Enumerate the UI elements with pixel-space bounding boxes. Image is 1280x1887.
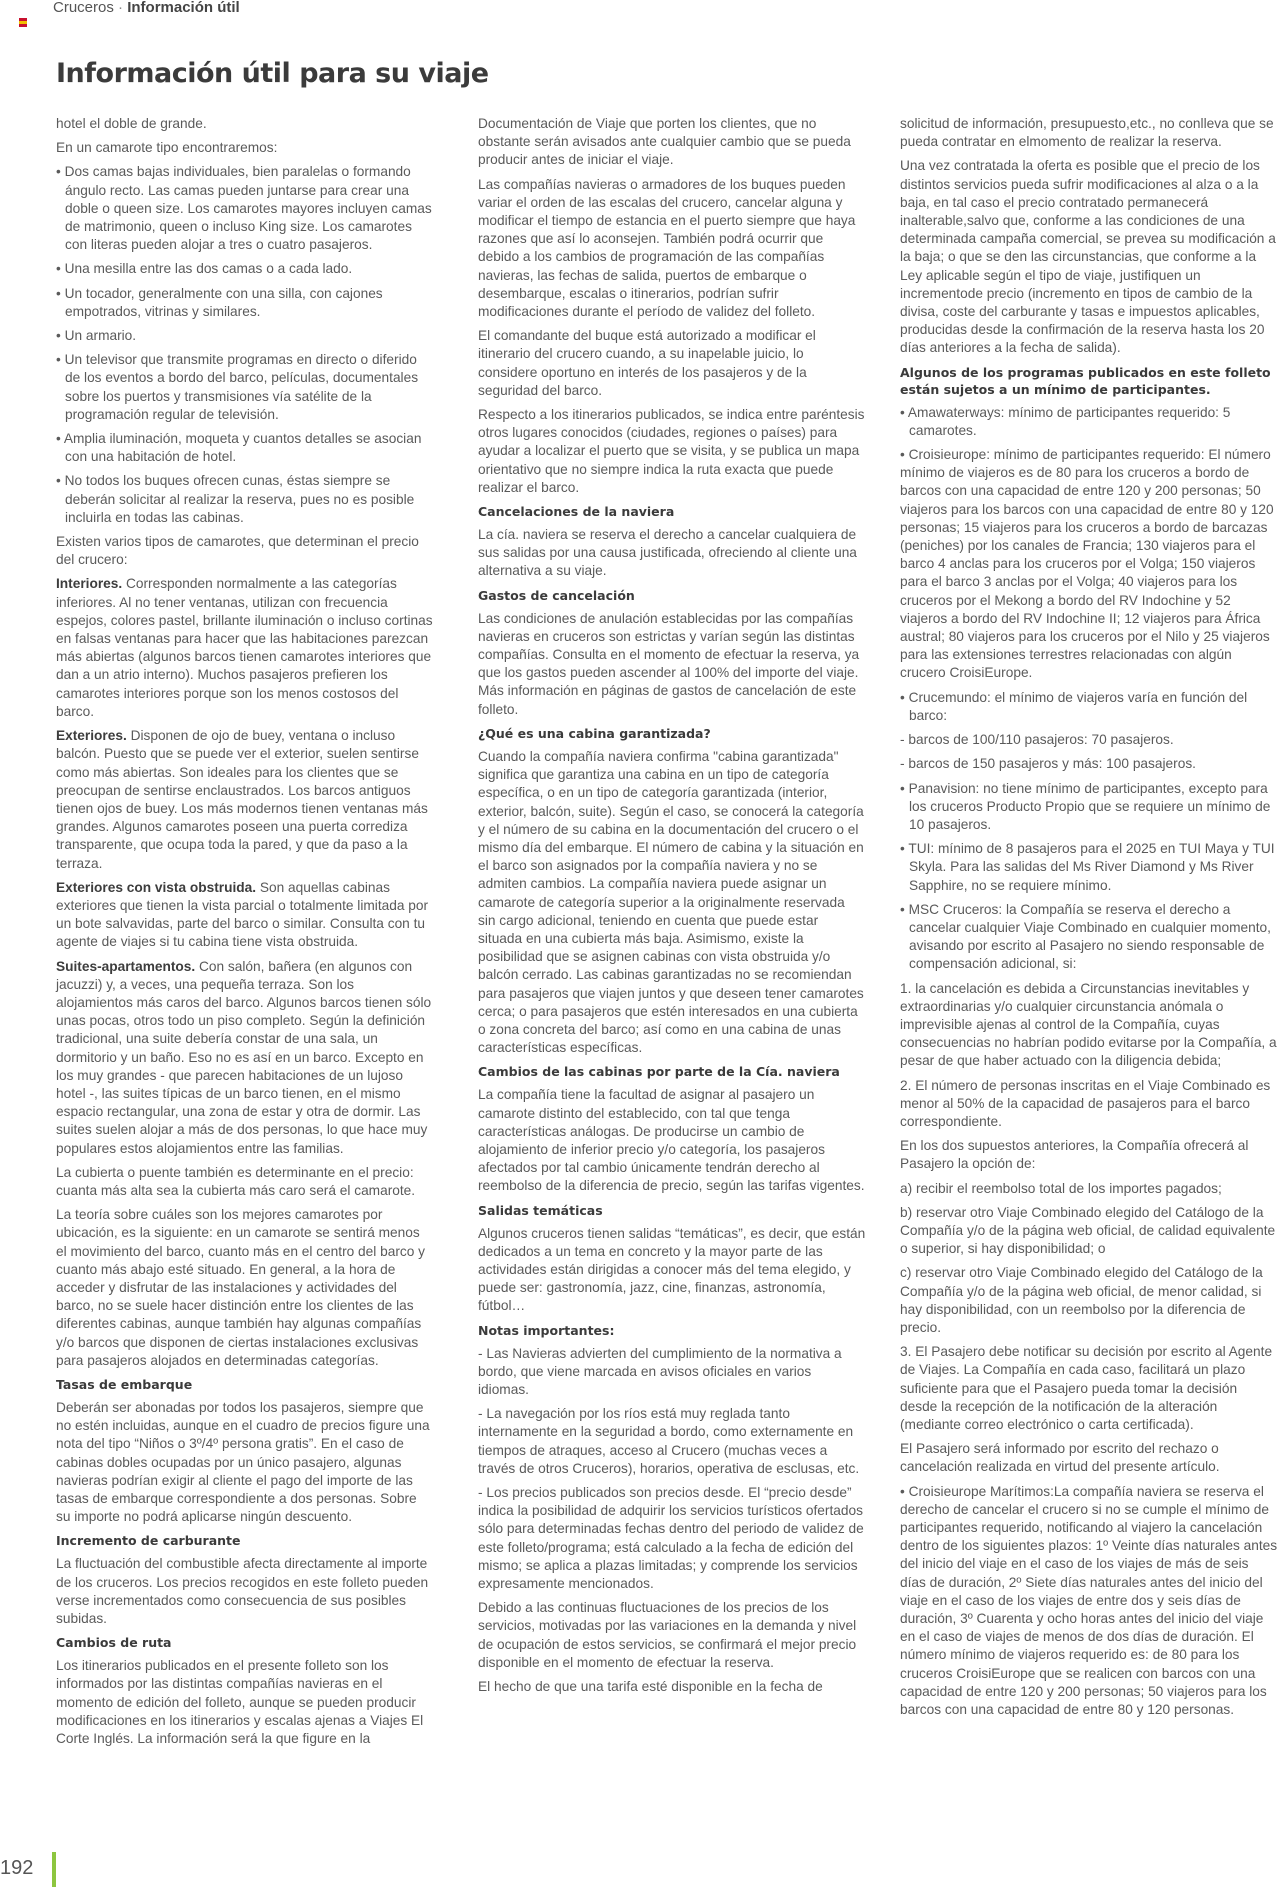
paragraph: En los dos supuestos anteriores, la Compañía ofrecerá al Pasajero la opción de:	[900, 1138, 1249, 1172]
bullet-item: • Croisieurope Marítimos:La compañía naviera se reserva el derecho de cancelar el crucero si no se cumple el mínimo de participantes requerido, notificando al viajero la cancelación dentro de los siguientes plazos: 1º Veinte días naturales antes del inicio del viaje en el caso de los viajes de más de seis días de duración, 2º Siete días naturales antes del inicio del viaje en el caso de los viajes de entre dos y seis días de duración, 3º Cuarenta y ocho horas antes del inicio del viaje en el caso de viajes de menos de dos días de duración. El número mínimo de viajeros requerido es: de 80 para los cruceros CroisiEurope que se realicen con barcos con una capacidad de entre 120 y 200 personas; 50 viajeros para los barcos con una capacidad de entre 80 y 120 personas.	[900, 1483, 1278, 1718]
note-item: - La navegación por los ríos está muy reglada tanto internamente en la seguridad a bordo, como externamente en tiempos de atraques, acceso al Crucero (muchas veces a través de otros Cruceros), horarios, operativa de esclusas, etc.	[478, 1406, 860, 1476]
paragraph: Algunos cruceros tienen salidas “temáticas”, es decir, que están dedicados a un tema en concreto y la mayor parte de las actividades están dirigidas a conocer más del tema elegido, y puede ser: gastronomía, jazz, cine, finanzas, astronomía, fútbol…	[478, 1225, 866, 1314]
column-3	[900, 115, 1278, 1725]
paragraph: El Pasajero será informado por escrito del rechazo o cancelación realizada en virtud del presente artículo.	[900, 1441, 1220, 1475]
paragraph: La cubierta o puente también es determinante en el precio: cuanta más alta sea la cubierta más caro será el camarote.	[56, 1164, 416, 1198]
cabin-type-text: Con salón, bañera (en algunos con jacuzzi) y, a veces, una pequeña terraza. Son los alojamientos más caros del barco. Algunos barcos tienen sólo unas pocas, otros todo un piso completo. Según la definición tradicional, una suite debería constar de una sala, un dormitorio y un baño. Eso no es así en un barco. Excepto en los muy grandes - que parecen habitaciones de un lujoso hotel -, las suites típicas de un barco tienen, en el mismo espacio rectangular, una zona de estar y otra de dormir. Las suites suelen alojar a más de dos personas, lo que hace muy populares estos alojamientos entre las familias.	[56, 958, 432, 1156]
paragraph: Una vez contratada la oferta es posible que el precio de los distintos servicios pueda sufrir modificaciones al alza o a la baja, en tal caso el precio contratado permanecerá inalterable,salvo que, conforme a las condiciones de una determinada campaña comercial, se prevea su modificación a la baja; o que se den las circunstancias, que conforme a la Ley aplicable según el tipo de viaje, justifiquen un incrementode precio (incremento en tipos de cambio de la divisa, coste del carburante y tasas e impuestos aplicables, producidas desde la confirmación de la reserva hasta los 20 días anteriores a la fecha de salida).	[900, 158, 1276, 356]
bullet-item: • Amawaterways: mínimo de participantes requerido: 5 camarotes.	[900, 404, 1231, 438]
bullet-item: • Panavision: no tiene mínimo de participantes, excepto para los cruceros Producto Propio que se requiere un mínimo de 10 pasajeros.	[900, 780, 1271, 832]
cabin-type-suites	[56, 958, 434, 1158]
cabin-type-exteriores	[56, 727, 434, 873]
paragraph: Documentación de Viaje que porten los clientes, que no obstante serán avisados ante cualquier cambio que se pueda producir antes de iniciar el viaje.	[478, 116, 851, 168]
section-heading-salidas-tematicas: Salidas temáticas	[478, 1202, 603, 1218]
option-item: b) reservar otro Viaje Combinado elegido del Catálogo de la Compañía y/o de la página web oficial, de calidad equivalente o superior, si hay disponibilidad; o	[900, 1204, 1276, 1257]
option-item: c) reservar otro Viaje Combinado elegido del Catálogo de la Compañía y/o de la página web oficial, de menor calidad, si hay disponibilidad, con un reembolso por la diferencia de precio.	[900, 1265, 1263, 1335]
breadcrumb-current: Información útil	[127, 0, 240, 16]
section-heading-tasas: Tasas de embarque	[56, 1377, 193, 1392]
breadcrumb	[53, 0, 240, 16]
paragraph: La teoría sobre cuáles son los mejores camarotes por ubicación, es la siguiente: en un camarote se sentirá menos el movimiento del barco, cuanto más en el centro del barco y cuanto más abajo esté situado. En general, a la hora de acceder y disfrutar de las instalaciones y actividades del barco, no se suele hacer distinción entre los clientes de las diferentes cabinas, aunque también hay algunas compañías y/o barcos que disponen de ciertas instalaciones exclusivas para pasajeros alojados en determinadas categorías.	[56, 1207, 425, 1368]
paragraph: El hecho de que una tarifa esté disponible en la fecha de	[478, 1679, 823, 1695]
section-heading-cabina-garantizada: ¿Qué es una cabina garantizada?	[478, 725, 711, 741]
bullet-item: • Un tocador, generalmente con una silla, con cajones empotrados, vitrinas y similares.	[56, 285, 383, 319]
cabin-type-text: Son aquellas cabinas exteriores que tienen la vista parcial o totalmente limitada por un bote salvavidas, parte del barco o similar. Consulta con tu agente de viajes si tu cabina tiene vista obstruida.	[56, 879, 429, 950]
section-heading-cancelaciones: Cancelaciones de la naviera	[478, 504, 675, 520]
page-number: 192	[0, 1857, 34, 1879]
column-1	[56, 115, 434, 1754]
numbered-item: 1. la cancelación es debida a Circunstancias inevitables y extraordinarias y/o cualquier circunstancia anómala o imprevisible ajenas al control de la Compañía, cuyas consecuencias no habrían podido evitarse por la Compañía, a pesar de que haber actuado con la diligencia debida;	[900, 980, 1277, 1069]
breadcrumb-separator: ·	[118, 0, 124, 16]
breadcrumb-section[interactable]: Cruceros	[53, 0, 114, 16]
spain-flag-icon	[19, 18, 27, 27]
paragraph: En un camarote tipo encontraremos:	[56, 140, 278, 156]
sub-item: - barcos de 100/110 pasajeros: 70 pasajeros.	[900, 732, 1174, 748]
cabin-type-obstruida	[56, 879, 434, 952]
section-heading-minimo-participantes: Algunos de los programas publicados en este folleto están sujetos a un mínimo de participantes.	[900, 364, 1271, 397]
bullet-item: • Dos camas bajas individuales, bien paralelas o formando ángulo recto. Las camas pueden juntarse para crear una doble o queen size. Los camarotes mayores incluyen camas de matrimonio, queen o incluso King size. Los camarotes con literas pueden alojar a tres o cuatro pasajeros.	[56, 164, 432, 253]
paragraph: Cuando la compañía naviera confirma "cabina garantizada" significa que garantiza una cabina en un tipo de categoría específica, o en un tipo de categoría garantizada (interior, exterior, balcón, suite). Según el caso, se conocerá la categoría y el número de su cabina en la documentación del crucero o el mismo día del embarque. El número de cabina y la situación en el barco son asignados por la compañía naviera y no se admiten cambios. La compañía naviera puede asignar un camarote de categoría superior a la originalmente reservada sin cargo adicional, teniendo en cuenta que puede estar situada en una cubierta más baja. Asimismo, existe la posibilidad que se asignen cabinas con vista obstruida y/o balcón cerrado. Las cabinas garantizadas no se recomiendan para pasajeros que viajen juntos y que deseen tener camarotes cerca; o para pasajeros que estén interesados en una cubierta o zona concreta del barco; así como en una cabina de unas características específicas.	[478, 748, 864, 1056]
option-item: a) recibir el reembolso total de los importes pagados;	[900, 1180, 1222, 1196]
cabin-type-label: Interiores.	[56, 576, 123, 592]
flag-stripe-bottom	[19, 24, 27, 27]
paragraph: La compañía tiene la facultad de asignar al pasajero un camarote distinto del establecido, con tal que tenga características análogas. De producirse un cambio de alojamiento de inferior precio y/o categoría, los pasajeros afectados por tal cambio únicamente tendrán derecho al reembolso de la diferencia de precio, según las tarifas vigentes.	[478, 1087, 865, 1194]
section-heading-gastos: Gastos de cancelación	[478, 587, 635, 603]
paragraph: Las compañías navieras o armadores de los buques pueden variar el orden de las escalas del crucero, cancelar alguna y modificar el tiempo de estancia en el puerto siempre que haya razones que así lo aconsejen. También podrá ocurrir que debido a los cambios de programación de las compañías navieras, las fechas de salida, puertos de embarque o desembarque, escalas o itinerarios, podrían sufrir modificaciones durante el período de validez del folleto.	[478, 176, 856, 320]
cabin-type-label: Suites-apartamentos.	[56, 958, 196, 974]
paragraph: Las condiciones de anulación establecidas por las compañías navieras en cruceros son estrictas y varían según las distintas compañías. Consulta en el momento de efectuar la reserva, ya que los gastos pueden ascender al 100% del importe del viaje. Más información en páginas de gastos de cancelación de este folleto.	[478, 610, 860, 717]
section-heading-ruta: Cambios de ruta	[56, 1635, 172, 1651]
paragraph: hotel el doble de grande.	[56, 116, 207, 131]
bullet-item: • MSC Cruceros: la Compañía se reserva el derecho a cancelar cualquier Viaje Combinado en cualquier momento, avisando por escrito al Pasajero no siendo responsable de compensación adicional, si:	[900, 901, 1271, 972]
note-item: - Las Navieras advierten del cumplimiento de la normativa a bordo, que viene marcada en avisos oficiales en varios idiomas.	[478, 1345, 842, 1397]
paragraph: Deberán ser abonadas por todos los pasajeros, siempre que no estén incluidas, aunque en el cuadro de precios figure una nota del tipo “Niños o 3º/4º persona gratis”. En el caso de cabinas dobles ocupadas por un único pasajero, algunas navieras podrían exigir al cliente el pago del importe de las tasas de embarque correspondiente a dos personas. Sobre su importe no podrá aplicarse ningún descuento.	[56, 1400, 430, 1525]
bullet-item: • No todos los buques ofrecen cunas, éstas siempre se deberán solicitar al realizar la reserva, pues no es posible incluirla en todas las cabinas.	[56, 473, 415, 525]
cabin-type-text: Disponen de ojo de buey, ventana o incluso balcón. Puesto que se puede ver el exterior, suelen sentirse como más abiertas. Son ideales para los clientes que se preocupan de sentirse enclaustrados. Los barcos antiguos tienen ojos de buey. Los más modernos tienen ventanas más grandes. Algunos camarotes poseen una puerta corrediza transparente, que ocupa toda la pared, y que da paso a la terraza.	[56, 728, 428, 871]
bullet-item: • Una mesilla entre las dos camas o a cada lado.	[56, 261, 353, 277]
paragraph: Respecto a los itinerarios publicados, se indica entre paréntesis otros lugares conocidos (ciudades, regiones o países) para ayudar a localizar el puerto que se visita, y se publica un mapa orientativo que no siempre indica la ruta exacta que puede realizar el barco.	[478, 407, 865, 495]
cabin-type-label: Exteriores.	[56, 728, 127, 744]
bullet-item: • Crucemundo: el mínimo de viajeros varía en función del barco:	[900, 689, 1248, 723]
column-2	[478, 115, 866, 1702]
bullet-item: • Amplia iluminación, moqueta y cuantos detalles se asocian con una habitación de hotel.	[56, 431, 422, 465]
page-title: Información útil para su viaje	[56, 58, 489, 89]
bullet-item: • Croisieurope: mínimo de participantes requerido: El número mínimo de viajeros es de 80 para los cruceros a bordo de barcos con una capacidad de entre 120 y 200 personas; 50 viajeros para los barcos con una capacidad de entre 80 y 120 personas; 15 viajeros para los cruceros a bordo de barcazas (peniches) por los canales de Francia; 130 viajeros para el barco 4 anclas para los cruceros por el Volga; 150 viajeros para el barco 3 anclas por el Volga; 40 viajeros para los cruceros por el Mekong a bordo del RV Indochine y 52 viajeros a bordo del RV Indochine II; 12 viajeros para África austral; 80 viajeros para los cruceros por el Nilo y 25 viajeros para las extensiones terrestres relacionadas con algún crucero CroisiEurope.	[900, 447, 1274, 681]
section-heading-cambios-cabinas: Cambios de las cabinas por parte de la Cía. naviera	[478, 1064, 840, 1080]
numbered-item: 2. El número de personas inscritas en el Viaje Combinado es menor al 50% de la capacidad de pasajeros para el barco correspondiente.	[900, 1077, 1271, 1129]
page-accent-bar	[52, 1852, 56, 1887]
paragraph: Debido a las continuas fluctuaciones de los precios de los servicios, motivadas por las variaciones en la demanda y nivel de ocupación de estos servicios, se confirmará el mejor precio disponible en el momento de efectuar la reserva.	[478, 1600, 857, 1670]
bullet-item: • Un televisor que transmite programas en directo o diferido de los eventos a bordo del barco, películas, documentales sobre los puertos y transmisiones vía satélite de la programación regular de televisión.	[56, 352, 419, 422]
section-heading-notas: Notas importantes:	[478, 1322, 615, 1338]
paragraph: Existen varios tipos de camarotes, que determinan el precio del crucero:	[56, 534, 419, 568]
note-item: - Los precios publicados son precios desde. El “precio desde” indica la posibilidad de adquirir los servicios turísticos ofertados sólo para determinadas fechas dentro del periodo de validez de este folleto/programa; está calculado a la fecha de edición del mismo; se aplica a plazas limitadas; y comprende los servicios expresamente mencionados.	[478, 1485, 864, 1592]
numbered-item: 3. El Pasajero debe notificar su decisión por escrito al Agente de Viajes. La Compañía en cada caso, facilitará un plazo suficiente para que el Pasajero pueda tomar la decisión desde la recepción de la notificación de la alteración (mediante correo electrónico o carta certificada).	[900, 1344, 1273, 1432]
cabin-type-label: Exteriores con vista obstruida.	[56, 879, 257, 895]
bullet-item: • TUI: mínimo de 8 pasajeros para el 2025 en TUI Maya y TUI Skyla. Para las salidas del Ms River Diamond y Ms River Sapphire, no se requiere mínimo.	[900, 841, 1275, 893]
paragraph: La cía. naviera se reserva el derecho a cancelar cualquiera de sus salidas por una causa justificada, ofreciendo al cliente una alternativa a su viaje.	[478, 527, 857, 579]
paragraph: La fluctuación del combustible afecta directamente al importe de los cruceros. Los precios recogidos en este folleto pueden verse incrementados como consecuencia de sus posibles subidas.	[56, 1556, 429, 1627]
cabin-type-text: Corresponden normalmente a las categorías inferiores. Al no tener ventanas, utilizan con frecuencia espejos, colores pastel, brillante iluminación o incluso cortinas en falsas ventanas para hacer que las habitaciones parezcan más abiertas (algunos barcos tienen camarotes interiores que dan a un atrio interno). Muchos pasajeros prefieren los camarotes interiores porque son los menos costosos del barco.	[56, 576, 433, 719]
paragraph: El comandante del buque está autorizado a modificar el itinerario del crucero cuando, a su inapelable juicio, lo considere oportuno en interés de los pasajeros y de la seguridad del barco.	[478, 328, 816, 398]
bullet-item: • Un armario.	[56, 328, 137, 344]
paragraph: solicitud de información, presupuesto,etc., no conlleva que se pueda contratar en elmomento de realizar la reserva.	[900, 116, 1274, 150]
section-heading-carburante: Incremento de carburante	[56, 1533, 241, 1549]
sub-item: - barcos de 150 pasajeros y más: 100 pasajeros.	[900, 756, 1196, 772]
paragraph: Los itinerarios publicados en el presente folleto son los informados por las distintas compañías navieras en el momento de edición del folleto, aunque se pueden producir modificaciones en los itinerarios y escalas ajenas a Viajes El Corte Inglés. La información será la que figure en la	[56, 1658, 424, 1747]
cabin-type-interiores	[56, 575, 434, 721]
